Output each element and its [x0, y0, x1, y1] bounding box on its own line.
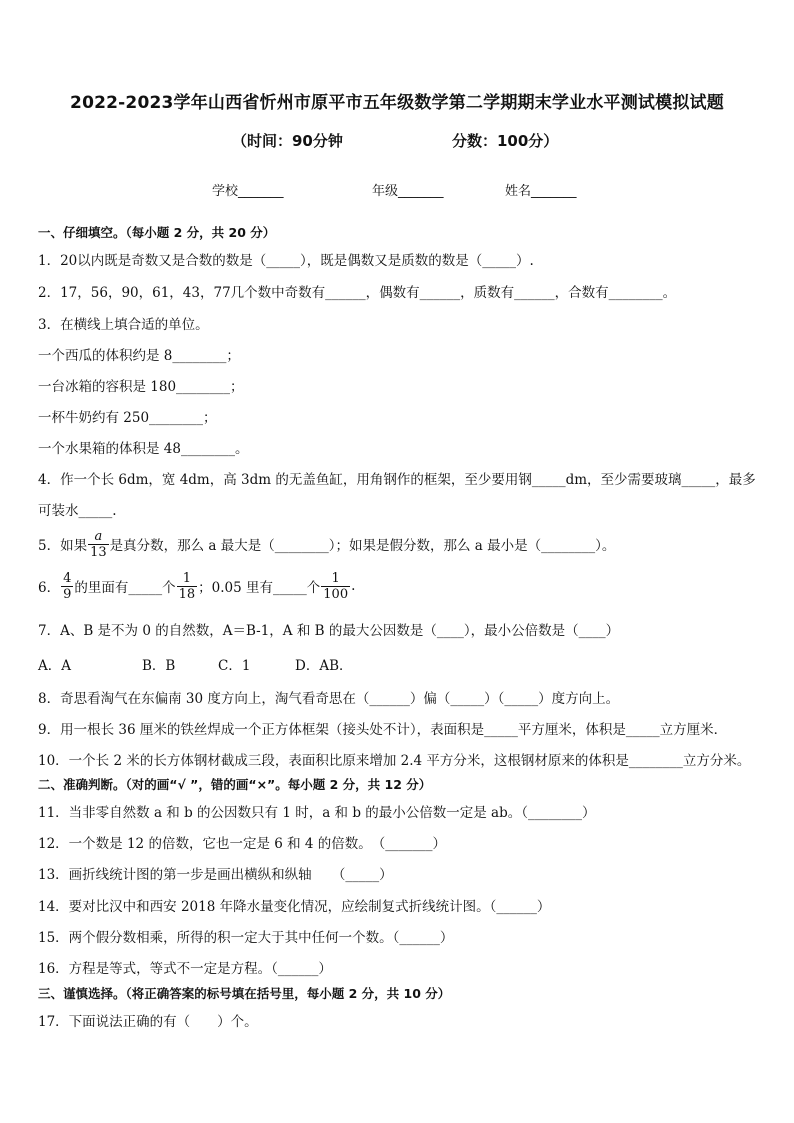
- section-heading-fill: 一、仔细填空。（每小题 2 分，共 20 分）: [38, 225, 276, 240]
- question-3d: 一个水果箱的体积是 48________。: [38, 441, 249, 457]
- question-2: 2．17，56，90，61，43，77几个数中奇数有______，偶数有______，质数有______，合数有________。: [38, 285, 677, 301]
- fraction-numerator: 4: [63, 570, 72, 586]
- question-5: [38, 526, 615, 562]
- q6-mid2: ；0.05 里有_____个: [198, 580, 321, 596]
- exam-score: 分数：100分）: [452, 132, 559, 150]
- question-3b: 一台冰箱的容积是 180________；: [38, 379, 244, 395]
- fraction-denominator: 9: [63, 586, 72, 602]
- fraction-denominator: 100: [323, 586, 349, 602]
- question-3a: 一个西瓜的体积约是 8________；: [38, 348, 240, 364]
- option-d: D．AB．: [295, 658, 353, 674]
- fraction-denominator: 13: [90, 544, 107, 560]
- question-11: 11．当非零自然数 a 和 b 的公因数只有 1 时，a 和 b 的最小公倍数一定是 ab。（________）: [38, 805, 596, 821]
- question-15: 15．两个假分数相乘，所得的积一定大于其中任何一个数。（______）: [38, 930, 454, 946]
- q6-mid1: 的里面有_____个: [74, 580, 176, 596]
- fraction-numerator: 1: [177, 571, 198, 587]
- exam-title: 2022-2023学年山西省忻州市原平市五年级数学第二学期期末学业水平测试模拟试题: [70, 93, 724, 113]
- fraction-numerator: a: [88, 529, 109, 545]
- option-b: B．B: [142, 658, 176, 674]
- section-heading-choice: 三、谨慎选择。（将正确答案的标号填在括号里，每小题 2 分，共 10 分）: [38, 986, 451, 1001]
- question-17: 17．下面说法正确的有（ ）个。: [38, 1014, 258, 1030]
- q6-prefix: 6．: [38, 580, 61, 596]
- q5-suffix: 是真分数，那么 a 最大是（________）；如果是假分数，那么 a 最小是（________）。: [109, 538, 616, 554]
- grade-field: 年级_______: [372, 184, 444, 199]
- fraction-1-over-18: [177, 571, 198, 602]
- question-8: 8．奇思看淘气在东偏南 30 度方向上，淘气看奇思在（______）偏（_____）（_____）度方向上。: [38, 691, 620, 707]
- fraction-denominator: 18: [178, 586, 196, 602]
- question-3: 3．在横线上填合适的单位。: [38, 317, 209, 333]
- question-12: 12．一个数是 12 的倍数，它也一定是 6 和 4 的倍数。 （_______）: [38, 836, 447, 852]
- exam-time: （时间：90分钟: [232, 132, 343, 150]
- question-9: 9．用一根长 36 厘米的铁丝焊成一个正方体框架（接头处不计），表面积是_____平方厘米，体积是_____立方厘米．: [38, 722, 728, 738]
- question-14: 14．要对比汉中和西安 2018 年降水量变化情况，应绘制复式折线统计图。（______）: [38, 899, 551, 915]
- fraction-numerator: 1: [321, 571, 350, 587]
- fraction-4-over-9: [61, 571, 73, 602]
- question-13: 13．画折线统计图的第一步是画出横纵和纵轴 （_____）: [38, 867, 393, 883]
- question-1: 1．20以内既是奇数又是合数的数是（_____），既是偶数又是质数的数是（_____）.: [38, 253, 534, 269]
- name-field: 姓名_______: [505, 184, 577, 199]
- question-4-line2: 可装水_____.: [38, 503, 117, 519]
- question-7: 7．A、B 是不为 0 的自然数，A＝B-1，A 和 B 的最大公因数是（____），最小公倍数是（____）: [38, 623, 620, 639]
- question-16: 16．方程是等式，等式不一定是方程。（______）: [38, 961, 332, 977]
- section-heading-judge: 二、准确判断。（对的画“√ ”，错的画“×”。每小题 2 分，共 12 分）: [38, 777, 432, 792]
- school-field: 学校_______: [212, 184, 284, 199]
- question-10: 10．一个长 2 米的长方体钢材截成三段，表面积比原来增加 2.4 平方分米，这根钢材原来的体积是________立方分米。: [38, 753, 751, 769]
- question-4-line1: 4．作一个长 6dm，宽 4dm，高 3dm 的无盖鱼缸，用角钢作的框架，至少要用钢_____dm，至少需要玻璃_____，最多: [38, 472, 756, 488]
- option-a: A．A: [38, 658, 71, 674]
- fraction-1-over-100: [321, 571, 350, 602]
- fraction-a-over-13: [88, 529, 109, 560]
- option-c: C．1: [218, 658, 251, 674]
- q5-prefix: 5．如果: [38, 538, 88, 554]
- question-3c: 一杯牛奶约有 250________；: [38, 410, 217, 426]
- question-6: [38, 568, 355, 604]
- q6-end: .: [351, 578, 356, 594]
